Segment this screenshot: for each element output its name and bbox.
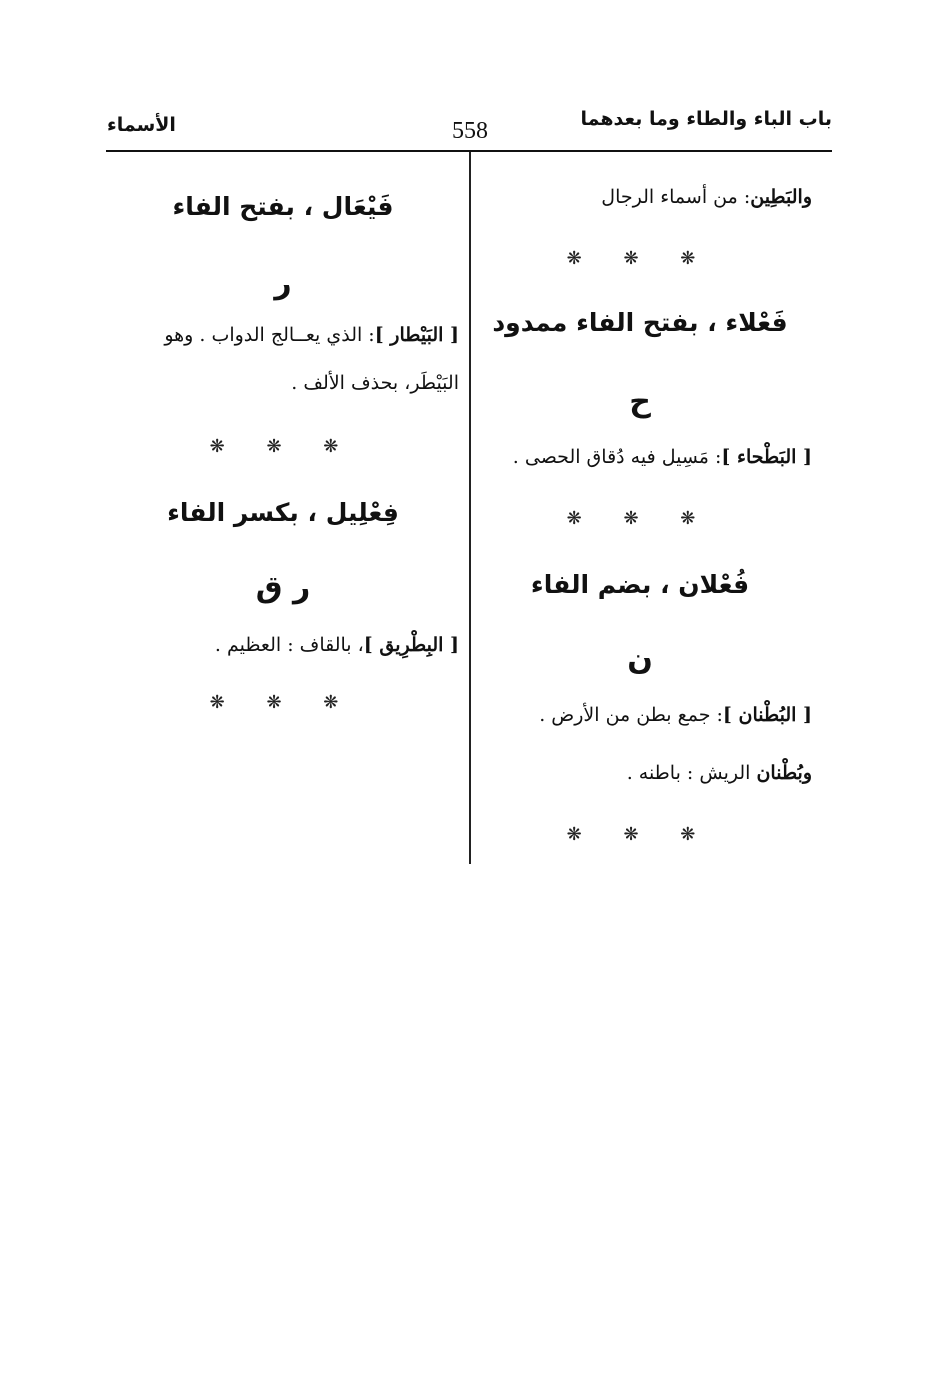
entry-definition: ، بالقاف : العظيم .	[214, 634, 364, 656]
section-heading: فَعْلاء ، بفتح الفاء ممدود	[492, 308, 788, 337]
entry-term: [ البَيْطار ]	[374, 324, 459, 346]
section-heading: فُعْلان ، بضم الفاء	[530, 570, 750, 599]
entry-term: [ البُطْنان ]	[722, 704, 812, 726]
section-heading: فِعْلِيل ، بكسر الفاء	[167, 498, 399, 527]
entry-definition: الريش : باطنه .	[626, 762, 757, 784]
entry-line	[468, 704, 812, 726]
entry-term: [ البَطْحاء ]	[721, 446, 812, 468]
section-separator: ❋ ❋ ❋	[209, 692, 357, 713]
running-header-chapter: باب الباء والطاء وما بعدهما	[580, 108, 832, 130]
entry-line	[107, 324, 459, 346]
entry-line	[468, 762, 812, 784]
entry-line	[468, 446, 812, 468]
running-header-section: الأسماء	[107, 114, 176, 136]
root-letter-heading: ح	[629, 384, 651, 419]
root-letter-heading: ن	[627, 642, 653, 677]
section-separator: ❋ ❋ ❋	[209, 436, 357, 457]
entry-definition: : من أسماء الرجال	[601, 186, 751, 208]
entry-line	[107, 634, 459, 656]
section-separator: ❋ ❋ ❋	[566, 248, 714, 269]
entry-definition: : جمع بطن من الأرض .	[539, 704, 723, 726]
page-number: 558	[452, 118, 488, 144]
entry-term: والبَطِين	[750, 186, 812, 208]
entry-definition: : الذي يعــالج الدواب . وهو	[164, 324, 375, 346]
entry-line-continued: البَيْطَر، بحذف الألف .	[291, 372, 459, 394]
section-separator: ❋ ❋ ❋	[566, 508, 714, 529]
entry-term: وبُطْنان	[756, 762, 812, 784]
section-heading: فَيْعَال ، بفتح الفاء	[172, 192, 394, 221]
root-letter-heading: ر ق	[255, 570, 311, 605]
section-separator: ❋ ❋ ❋	[566, 824, 714, 845]
entry-term: [ البِطْرِيق ]	[363, 634, 459, 656]
entry-definition: : مَسِيل فيه دُقاق الحصى .	[512, 446, 722, 468]
entry-line	[468, 186, 812, 208]
root-letter-heading: ر	[274, 266, 292, 301]
